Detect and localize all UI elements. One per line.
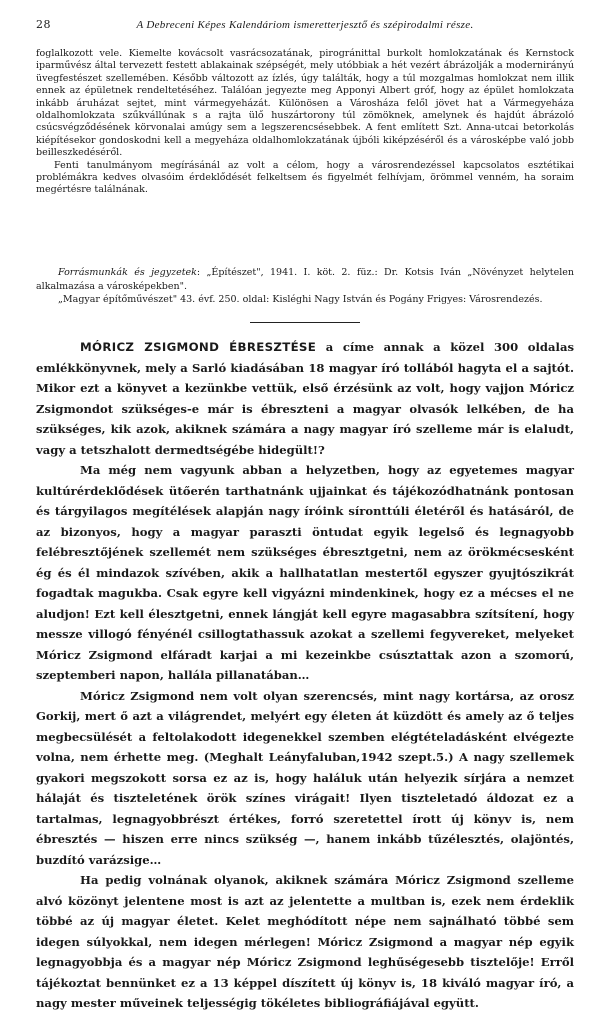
page-number: 28	[36, 18, 51, 31]
article-paragraph: Ha pedig volnának olyanok, akiknek számára Móricz Zsigmond szelleme alvó közönyt jelentene most is azt az jelentette a multban is, ezek nem érdeklik többé az új magyar életet. Kelet meghódított népe nem sajnálható többé sem idegen súlyokkal, nem idegen mérlegen! Móricz Zsigmond a magyar nép egyik legnagyobbja és a magyar nép Móricz Zsigmond leghűségesebb tisztelője! Erről tájékoztat bennünket ez a 13 képpel díszített új könyv is, 18 kiváló magyar író, a nagy mester műveinek teljességig tökéletes bibliográfiájával együtt.	[36, 873, 574, 1010]
article-paragraph-text: a címe annak a közel 300 oldalas emlékkönyvnek, mely a Sarló kiadásában 18 magyar író tollából hagyta el a sajtót. Mikor ezt a könyvet a kezünkbe vettük, első érzésünk az volt, hogy vajjon Móricz Zsigmondot szükséges-e már is ébreszteni a magyar olvasók lelkében, de ha szükséges, kik azok, akiknek számára a nagy magyar író szelleme már is elaludt, vagy a tetszhalott dermedtségébe hidegült!?	[36, 340, 574, 457]
article-body	[36, 337, 574, 1014]
previous-article-ending	[36, 48, 574, 197]
article-paragraph: Móricz Zsigmond nem volt olyan szerencsés, mint nagy kortársa, az orosz Gorkij, mert ő azt a világrendet, melyért egy életen át küzdött és amely az ő teljes megbecsülését a feltolakodott idegenekkel szemben elégtételadásként elvégezte volna, nem érhette meg. (Meghalt Leányfaluban,1942 szept.5.) A nagy szellemek gyakori megszokott sorsa ez az is, hogy haláluk után helyezik sírjára a nemzet hálaját és tiszteletének örök színes virágait! Ilyen tiszteletadó áldozat ez a tartalmas, legnagyobbrészt értékes, forró szeretettel írott új könyv is, nem ébresztés — hiszen erre nincs szükség —, hanem inkább tűzélesztés, olajöntés, buzdító varázsige…	[36, 688, 574, 867]
sources-line-2: „Magyar építőművészet" 43. évf. 250. oldal: Kisléghi Nagy István és Pogány Frigyes: Városrendezés.	[58, 294, 543, 305]
section-divider	[250, 322, 360, 323]
article-paragraph: Ma még nem vagyunk abban a helyzetben, hogy az egyetemes magyar kultúrérdeklődések ütőerén tarthatnánk ujjainkat és tájékozódhatnánk pontosan és tárgyilagos megítélések alapján nagy íróink síronttúli életéről és hatásáról, de az bizonyos, hogy a magyar paraszti öntudat egyik legelső és legnagyobb felébresztőjének szellemét nem szükséges ébresztgetni, nem az örökmécsesként ég és él mindazok szívében, akik a hallhatatlan mestertől egyszer gyujtószikrát fogadtak magukba. Csak egyre kell vigyázni mindenkinek, hogy ez a mécses el ne aludjon! Ezt kell élesztgetni, ennek lángját kell egyre magasabbra szítsítení, hogy messze villogó fényénél csillogtathassuk azokat a szellemi fegyvereket, melyeket Móricz Zsigmond elfáradt karjai a mi kezeinkbe csúsztattak azon a szomorú, szeptemberi napon, hallála pillanatában…	[36, 463, 574, 682]
running-title: A Debreceni Képes Kalendáriom ismeretterjesztő és szépirodalmi része.	[136, 19, 474, 31]
intro-paragraph: Fenti tanulmányom megírásánál az volt a célom, hogy a városrendezéssel kapcsolatos esztétikai problémákra kedves olvasóim érdeklődését felkeltsem és figyelmét felhívjam, örömmel venném, ha soraim megértésre találnának.	[36, 159, 574, 196]
sources-label: Forrásmunkák és jegyzetek	[58, 267, 197, 278]
page-header	[36, 16, 574, 34]
intro-paragraph: foglalkozott vele. Kiemelte kovácsolt vasrácsozatának, pirogránittal burkolt homlokzatának és Kernstock iparművész által tervezett festett ablakainak szépségét, mely utóbbiak a hét vezért ábrázolják a modernirányú üvegfestészet szellemében. Később változott az ízlés, úgy találták, hogy a túl mozgalmas homlokzat nem illik ennek az épületnek rendeltetéséhez. Találóan jegyezte meg Apponyi Albert gróf, hogy az épület homlokzata inkább áruházat sejtet, mint vármegyeházát. Különösen a Városháza felől jövet hat a Vármegyeháza oldalhomlokzata szűkvállúnak s a rajta ülő huszártorony túl zömöknek, amelynek és hajdút ábrázoló csúcsvégződésének körvonalai amúgy sem a legszerencsésebbek. A fent említett Szt. Anna-utcai betorkolás kiépítésekor gondoskodni kell a megyeháza oldalhomlokzatának újbóli kiképzéséről és a városképbe való jobb beilleszkedéséről.	[36, 48, 574, 159]
article-paragraph	[36, 337, 574, 460]
sources-line-1	[36, 266, 574, 293]
article-lead-title: MÓRICZ ZSIGMOND ÉBRESZTÉSE	[80, 340, 317, 354]
sources-line-1-text: : „Építészet", 1941. I. köt. 2. füz.: Dr. Kotsis Iván „Növényzet helytelen alkalmazása a városképekben".	[36, 267, 574, 292]
sources-section	[36, 266, 574, 307]
